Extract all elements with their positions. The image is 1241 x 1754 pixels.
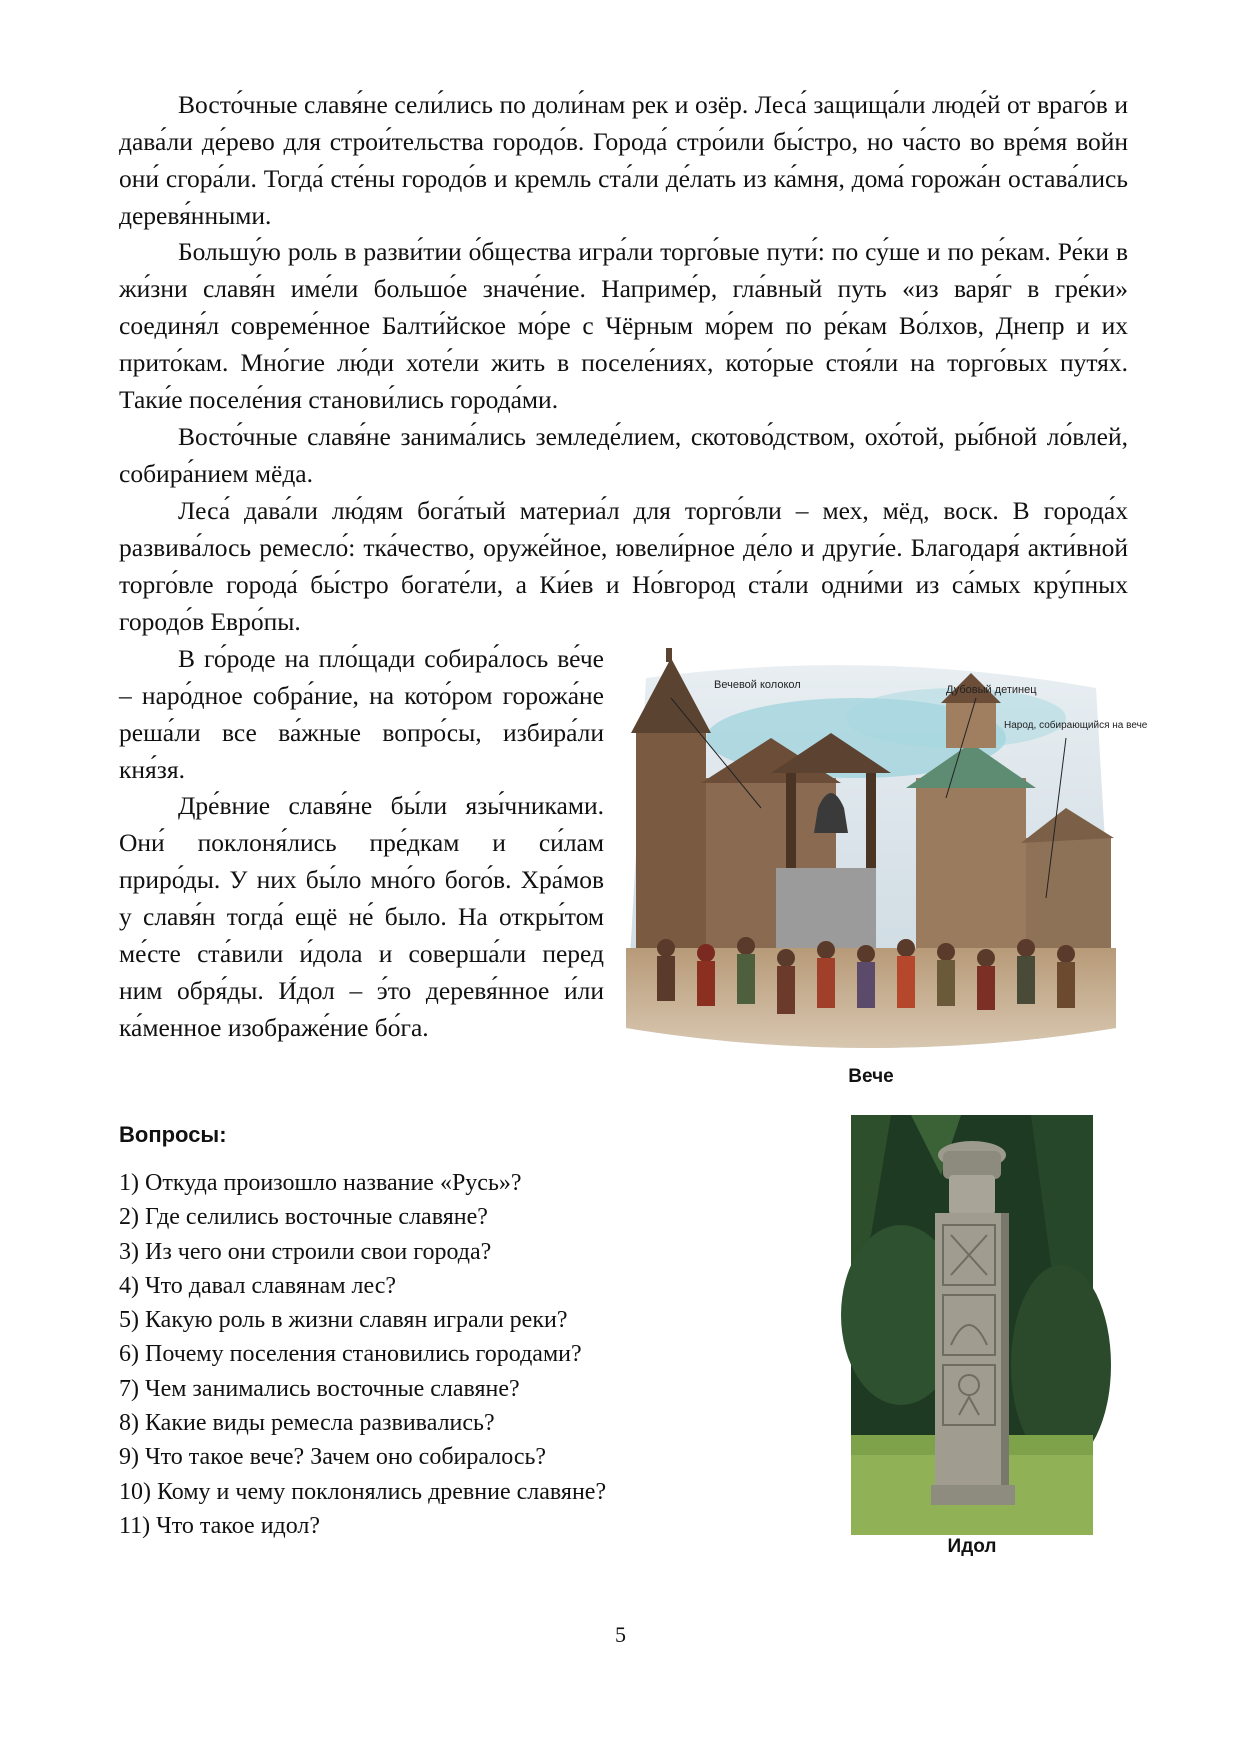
paragraph-crafts: Леса́ дава́ли лю́дям бога́тый материа́л для торго́вли – мех, мёд, воск. В города́х развива́лось ремесло́: тка́чество, оруже́йное, ювели́рное де́ло и други́е. Благодаря́ акти́вной торго́вле города́ бы́стро богате́ли, а Ки́ев и Но́вгород ста́ли одни́ми из са́мых кру́пных городо́в Евро́пы.: [119, 496, 1128, 636]
question-item: 11) Что такое идол?: [119, 1512, 321, 1539]
question-item: 2) Где селились восточные славяне?: [119, 1204, 488, 1231]
paragraph-paganism: Дре́вние славя́не бы́ли язы́чниками. Они́ поклоня́лись пре́дкам и си́лам приро́ды. У них бы́ло мно́го бого́в. Хра́мов у славя́н тогда́ ещё не́ было. На откры́том ме́сте ста́вили и́дола и соверша́ли перед ним обря́ды. И́дол – э́то деревя́нное и́ли ка́менное изображе́ние бо́га.: [119, 791, 604, 1042]
question-item: 1) Откуда произошло название «Русь»?: [119, 1170, 522, 1196]
question-item: 5) Какую роль в жизни славян играли реки?: [119, 1307, 568, 1334]
paragraph-veche: В го́роде на пло́щади собира́лось ве́че – наро́дное собра́ние, на кото́ром горожа́не реша́ли все ва́жные вопро́сы, избира́ли кня́зя.: [119, 644, 604, 784]
idol-caption: Идол: [947, 1536, 997, 1557]
callout-detinets: Дубовый детинец: [946, 684, 1037, 696]
idol-photo: [851, 1115, 1093, 1535]
questions-list: [119, 1166, 606, 1543]
question-item: 4) Что давал славянам лес?: [119, 1272, 397, 1299]
question-item: 7) Чем занимались восточные славяне?: [119, 1375, 520, 1402]
question-item: 6) Почему поселения становились городами?: [119, 1341, 582, 1368]
veche-image: [626, 648, 1148, 1056]
veche-caption: Вече: [848, 1066, 894, 1087]
question-item: 3) Из чего они строили свои города?: [119, 1238, 492, 1265]
callout-people: Народ, собирающийся на вече: [1004, 720, 1148, 731]
idol-image: [851, 1115, 1093, 1535]
question-item: 10) Кому и чему поклонялись древние славяне?: [119, 1478, 607, 1505]
question-item: 9) Что такое вече? Зачем оно собиралось?: [119, 1444, 547, 1471]
paragraph-settlements: Восто́чные славя́не сели́лись по доли́нам рек и озёр. Леса́ защища́ли люде́й от враго́в и дава́ли де́рево для строи́тельства городо́в. Города́ стро́или бы́стро, но ча́сто во вре́мя войн они́ сгора́ли. Тогда́ сте́ны городо́в и кремль ста́ли де́лать из ка́мня, дома́ горожа́н остава́лись деревя́нными.: [119, 90, 1128, 230]
page-number: 5: [615, 1622, 626, 1647]
question-item: 8) Какие виды ремесла развивались?: [119, 1410, 495, 1437]
veche-illustration: [626, 648, 1148, 1056]
paragraph-occupations: Восто́чные славя́не занима́лись земледе́лием, скотово́дством, охо́той, ры́бной ло́влей, собира́нием мёда.: [119, 422, 1128, 488]
questions-heading: Вопросы:: [119, 1122, 227, 1147]
callout-bell: Вечевой колокол: [714, 679, 801, 691]
paragraph-trade-routes: Большу́ю роль в разви́тии о́бщества игра́ли торго́вые пути́: по су́ше и по ре́кам. Ре́ки в жи́зни славя́н име́ли большо́е значе́ние. Наприме́р, гла́вный путь «из варя́г в гре́ки» соединя́л совреме́нное Балти́йское мо́ре с Чёрным мо́рем по ре́кам Во́лхов, Днепр и их прито́кам. Мно́гие лю́ди хоте́ли жить в поселе́ниях, кото́рые стоя́ли на торго́вых путя́х. Таки́е поселе́ния станови́лись города́ми.: [119, 237, 1128, 414]
